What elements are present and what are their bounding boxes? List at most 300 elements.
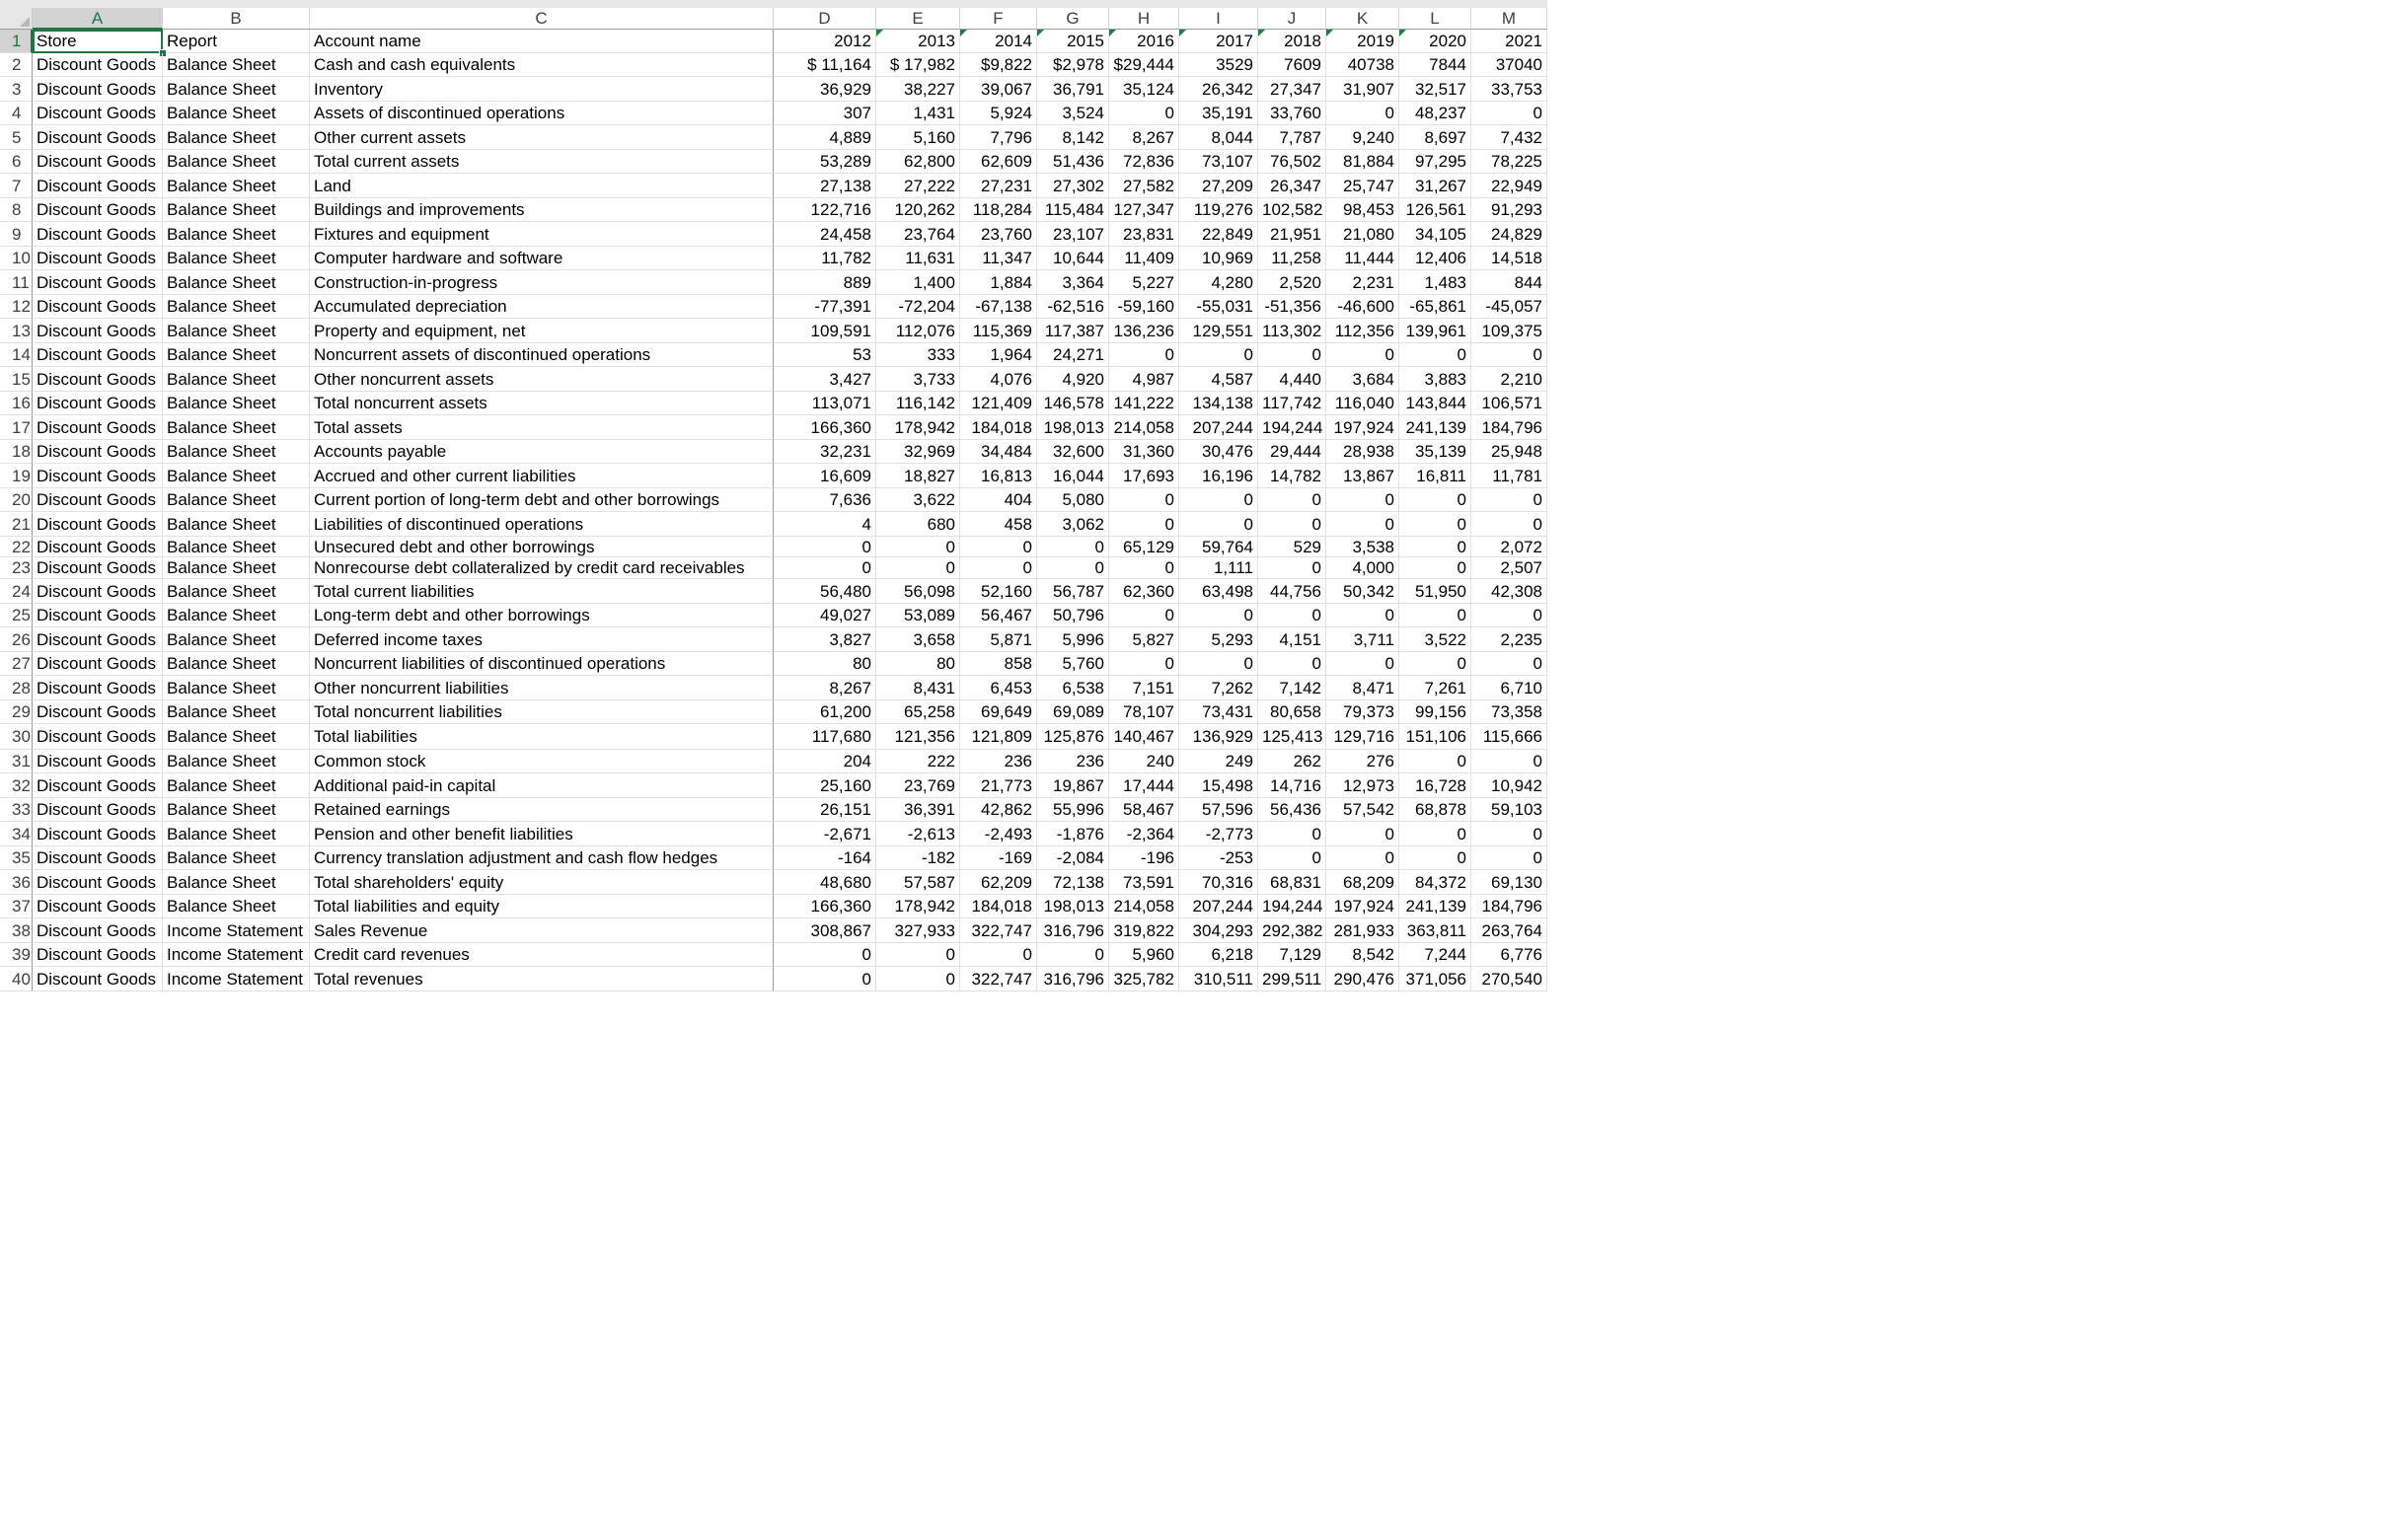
cell-g16[interactable]: 146,578 (1037, 392, 1109, 415)
cell-g33[interactable]: 55,996 (1037, 798, 1109, 822)
cell-h7[interactable]: 27,582 (1109, 174, 1179, 198)
cell-c32[interactable]: Additional paid-in capital (310, 773, 774, 798)
cell-a14[interactable]: Discount Goods (33, 343, 163, 367)
cell-e4[interactable]: 1,431 (876, 102, 960, 125)
row-header[interactable]: 16 (0, 392, 33, 415)
row-header[interactable]: 2 (0, 53, 33, 77)
cell-k22[interactable]: 3,538 (1326, 537, 1399, 557)
row-header[interactable]: 3 (0, 77, 33, 102)
cell-f3[interactable]: 39,067 (960, 77, 1037, 102)
cell-c29[interactable]: Total noncurrent liabilities (310, 700, 774, 724)
error-indicator-icon[interactable] (1037, 30, 1044, 37)
cell-c25[interactable]: Long-term debt and other borrowings (310, 604, 774, 627)
cell-i1[interactable]: 2017 (1179, 30, 1258, 53)
cell-g13[interactable]: 117,387 (1037, 319, 1109, 343)
cell-b5[interactable]: Balance Sheet (163, 125, 310, 150)
cell-c34[interactable]: Pension and other benefit liabilities (310, 822, 774, 846)
cell-f7[interactable]: 27,231 (960, 174, 1037, 198)
cell-j3[interactable]: 27,347 (1258, 77, 1326, 102)
cell-l15[interactable]: 3,883 (1399, 367, 1471, 392)
cell-d21[interactable]: 4 (774, 512, 876, 537)
cell-a11[interactable]: Discount Goods (33, 270, 163, 295)
cell-g18[interactable]: 32,600 (1037, 440, 1109, 464)
cell-h13[interactable]: 136,236 (1109, 319, 1179, 343)
cell-c19[interactable]: Accrued and other current liabilities (310, 464, 774, 488)
cell-d39[interactable]: 0 (774, 943, 876, 967)
cell-i11[interactable]: 4,280 (1179, 270, 1258, 295)
cell-l29[interactable]: 99,156 (1399, 700, 1471, 724)
cell-a31[interactable]: Discount Goods (33, 750, 163, 773)
cell-m9[interactable]: 24,829 (1471, 222, 1547, 247)
cell-m37[interactable]: 184,796 (1471, 895, 1547, 918)
cell-a38[interactable]: Discount Goods (33, 918, 163, 943)
cell-d38[interactable]: 308,867 (774, 918, 876, 943)
cell-i12[interactable]: -55,031 (1179, 295, 1258, 319)
cell-d10[interactable]: 11,782 (774, 247, 876, 270)
cell-b31[interactable]: Balance Sheet (163, 750, 310, 773)
cell-i8[interactable]: 119,276 (1179, 198, 1258, 222)
cell-m2[interactable]: 37040 (1471, 53, 1547, 77)
cell-d20[interactable]: 7,636 (774, 488, 876, 512)
cell-h3[interactable]: 35,124 (1109, 77, 1179, 102)
cell-k28[interactable]: 8,471 (1326, 676, 1399, 700)
cell-m30[interactable]: 115,666 (1471, 724, 1547, 750)
cell-e27[interactable]: 80 (876, 652, 960, 676)
cell-a9[interactable]: Discount Goods (33, 222, 163, 247)
cell-g29[interactable]: 69,089 (1037, 700, 1109, 724)
cell-g31[interactable]: 236 (1037, 750, 1109, 773)
cell-j39[interactable]: 7,129 (1258, 943, 1326, 967)
cell-e18[interactable]: 32,969 (876, 440, 960, 464)
cell-a26[interactable]: Discount Goods (33, 627, 163, 652)
error-indicator-icon[interactable] (1399, 30, 1406, 37)
cell-d7[interactable]: 27,138 (774, 174, 876, 198)
cell-l37[interactable]: 241,139 (1399, 895, 1471, 918)
cell-i5[interactable]: 8,044 (1179, 125, 1258, 150)
cell-f30[interactable]: 121,809 (960, 724, 1037, 750)
cell-f35[interactable]: -169 (960, 846, 1037, 870)
cell-e34[interactable]: -2,613 (876, 822, 960, 846)
cell-h29[interactable]: 78,107 (1109, 700, 1179, 724)
cell-h26[interactable]: 5,827 (1109, 627, 1179, 652)
cell-f32[interactable]: 21,773 (960, 773, 1037, 798)
cell-e29[interactable]: 65,258 (876, 700, 960, 724)
cell-j21[interactable]: 0 (1258, 512, 1326, 537)
row-header[interactable]: 29 (0, 700, 33, 724)
cell-g4[interactable]: 3,524 (1037, 102, 1109, 125)
cell-f25[interactable]: 56,467 (960, 604, 1037, 627)
cell-j34[interactable]: 0 (1258, 822, 1326, 846)
cell-l24[interactable]: 51,950 (1399, 579, 1471, 604)
cell-i24[interactable]: 63,498 (1179, 579, 1258, 604)
cell-j32[interactable]: 14,716 (1258, 773, 1326, 798)
error-indicator-icon[interactable] (1326, 30, 1333, 37)
row-header[interactable]: 15 (0, 367, 33, 392)
cell-a19[interactable]: Discount Goods (33, 464, 163, 488)
cell-g26[interactable]: 5,996 (1037, 627, 1109, 652)
cell-h24[interactable]: 62,360 (1109, 579, 1179, 604)
cell-g8[interactable]: 115,484 (1037, 198, 1109, 222)
cell-e6[interactable]: 62,800 (876, 150, 960, 174)
cell-f33[interactable]: 42,862 (960, 798, 1037, 822)
cell-k10[interactable]: 11,444 (1326, 247, 1399, 270)
cell-a23[interactable]: Discount Goods (33, 557, 163, 579)
cell-e22[interactable]: 0 (876, 537, 960, 557)
cell-e36[interactable]: 57,587 (876, 870, 960, 895)
cell-d4[interactable]: 307 (774, 102, 876, 125)
cell-j10[interactable]: 11,258 (1258, 247, 1326, 270)
cell-c13[interactable]: Property and equipment, net (310, 319, 774, 343)
cell-k13[interactable]: 112,356 (1326, 319, 1399, 343)
cell-g15[interactable]: 4,920 (1037, 367, 1109, 392)
cell-m16[interactable]: 106,571 (1471, 392, 1547, 415)
cell-m7[interactable]: 22,949 (1471, 174, 1547, 198)
cell-d31[interactable]: 204 (774, 750, 876, 773)
row-header[interactable]: 37 (0, 895, 33, 918)
cell-m31[interactable]: 0 (1471, 750, 1547, 773)
row-header[interactable]: 12 (0, 295, 33, 319)
cell-j26[interactable]: 4,151 (1258, 627, 1326, 652)
cell-c10[interactable]: Computer hardware and software (310, 247, 774, 270)
cell-l34[interactable]: 0 (1399, 822, 1471, 846)
cell-k24[interactable]: 50,342 (1326, 579, 1399, 604)
cell-a15[interactable]: Discount Goods (33, 367, 163, 392)
cell-l21[interactable]: 0 (1399, 512, 1471, 537)
cell-l14[interactable]: 0 (1399, 343, 1471, 367)
cell-c24[interactable]: Total current liabilities (310, 579, 774, 604)
cell-h40[interactable]: 325,782 (1109, 967, 1179, 991)
cell-h19[interactable]: 17,693 (1109, 464, 1179, 488)
cell-b36[interactable]: Balance Sheet (163, 870, 310, 895)
cell-d27[interactable]: 80 (774, 652, 876, 676)
cell-k27[interactable]: 0 (1326, 652, 1399, 676)
cell-b4[interactable]: Balance Sheet (163, 102, 310, 125)
column-header-j[interactable]: J (1258, 8, 1326, 30)
cell-b9[interactable]: Balance Sheet (163, 222, 310, 247)
cell-i33[interactable]: 57,596 (1179, 798, 1258, 822)
cell-k12[interactable]: -46,600 (1326, 295, 1399, 319)
cell-h18[interactable]: 31,360 (1109, 440, 1179, 464)
row-header[interactable]: 19 (0, 464, 33, 488)
cell-h20[interactable]: 0 (1109, 488, 1179, 512)
cell-e5[interactable]: 5,160 (876, 125, 960, 150)
cell-c12[interactable]: Accumulated depreciation (310, 295, 774, 319)
cell-g6[interactable]: 51,436 (1037, 150, 1109, 174)
cell-h27[interactable]: 0 (1109, 652, 1179, 676)
cell-h25[interactable]: 0 (1109, 604, 1179, 627)
cell-e9[interactable]: 23,764 (876, 222, 960, 247)
cell-f2[interactable]: $9,822 (960, 53, 1037, 77)
cell-j22[interactable]: 529 (1258, 537, 1326, 557)
cell-k6[interactable]: 81,884 (1326, 150, 1399, 174)
cell-j11[interactable]: 2,520 (1258, 270, 1326, 295)
cell-i28[interactable]: 7,262 (1179, 676, 1258, 700)
cell-i40[interactable]: 310,511 (1179, 967, 1258, 991)
cell-h16[interactable]: 141,222 (1109, 392, 1179, 415)
cell-c7[interactable]: Land (310, 174, 774, 198)
cell-e20[interactable]: 3,622 (876, 488, 960, 512)
cell-a40[interactable]: Discount Goods (33, 967, 163, 991)
cell-f28[interactable]: 6,453 (960, 676, 1037, 700)
cell-h23[interactable]: 0 (1109, 557, 1179, 579)
cell-b28[interactable]: Balance Sheet (163, 676, 310, 700)
cell-i10[interactable]: 10,969 (1179, 247, 1258, 270)
cell-e1[interactable]: 2013 (876, 30, 960, 53)
cell-e37[interactable]: 178,942 (876, 895, 960, 918)
cell-i19[interactable]: 16,196 (1179, 464, 1258, 488)
cell-c14[interactable]: Noncurrent assets of discontinued operations (310, 343, 774, 367)
cell-d22[interactable]: 0 (774, 537, 876, 557)
cell-c38[interactable]: Sales Revenue (310, 918, 774, 943)
cell-f19[interactable]: 16,813 (960, 464, 1037, 488)
cell-k39[interactable]: 8,542 (1326, 943, 1399, 967)
cell-k2[interactable]: 40738 (1326, 53, 1399, 77)
row-header[interactable]: 40 (0, 967, 33, 991)
cell-f18[interactable]: 34,484 (960, 440, 1037, 464)
cell-g40[interactable]: 316,796 (1037, 967, 1109, 991)
cell-k9[interactable]: 21,080 (1326, 222, 1399, 247)
cell-i37[interactable]: 207,244 (1179, 895, 1258, 918)
cell-l18[interactable]: 35,139 (1399, 440, 1471, 464)
cell-h39[interactable]: 5,960 (1109, 943, 1179, 967)
cell-a7[interactable]: Discount Goods (33, 174, 163, 198)
cell-i16[interactable]: 134,138 (1179, 392, 1258, 415)
cell-b24[interactable]: Balance Sheet (163, 579, 310, 604)
cell-h14[interactable]: 0 (1109, 343, 1179, 367)
cell-f9[interactable]: 23,760 (960, 222, 1037, 247)
cell-d16[interactable]: 113,071 (774, 392, 876, 415)
cell-d8[interactable]: 122,716 (774, 198, 876, 222)
cell-d5[interactable]: 4,889 (774, 125, 876, 150)
cell-b33[interactable]: Balance Sheet (163, 798, 310, 822)
cell-l10[interactable]: 12,406 (1399, 247, 1471, 270)
cell-b39[interactable]: Income Statement (163, 943, 310, 967)
cell-a22[interactable]: Discount Goods (33, 537, 163, 557)
row-header[interactable]: 7 (0, 174, 33, 198)
row-header[interactable]: 22 (0, 537, 33, 557)
cell-l19[interactable]: 16,811 (1399, 464, 1471, 488)
cell-a2[interactable]: Discount Goods (33, 53, 163, 77)
cell-c35[interactable]: Currency translation adjustment and cash flow hedges (310, 846, 774, 870)
cell-a5[interactable]: Discount Goods (33, 125, 163, 150)
cell-j28[interactable]: 7,142 (1258, 676, 1326, 700)
cell-m29[interactable]: 73,358 (1471, 700, 1547, 724)
cell-g9[interactable]: 23,107 (1037, 222, 1109, 247)
column-header-i[interactable]: I (1179, 8, 1258, 30)
cell-e31[interactable]: 222 (876, 750, 960, 773)
cell-m21[interactable]: 0 (1471, 512, 1547, 537)
row-header[interactable]: 26 (0, 627, 33, 652)
cell-a33[interactable]: Discount Goods (33, 798, 163, 822)
cell-f31[interactable]: 236 (960, 750, 1037, 773)
cell-b15[interactable]: Balance Sheet (163, 367, 310, 392)
cell-j30[interactable]: 125,413 (1258, 724, 1326, 750)
column-header-g[interactable]: G (1037, 8, 1109, 30)
cell-k18[interactable]: 28,938 (1326, 440, 1399, 464)
select-all-corner[interactable] (0, 8, 33, 30)
cell-c1[interactable]: Account name (310, 30, 774, 53)
row-header[interactable]: 8 (0, 198, 33, 222)
cell-f40[interactable]: 322,747 (960, 967, 1037, 991)
cell-b10[interactable]: Balance Sheet (163, 247, 310, 270)
cell-m24[interactable]: 42,308 (1471, 579, 1547, 604)
cell-d36[interactable]: 48,680 (774, 870, 876, 895)
cell-i23[interactable]: 1,111 (1179, 557, 1258, 579)
cell-j35[interactable]: 0 (1258, 846, 1326, 870)
cell-m26[interactable]: 2,235 (1471, 627, 1547, 652)
row-header[interactable]: 30 (0, 724, 33, 750)
cell-c22[interactable]: Unsecured debt and other borrowings (310, 537, 774, 557)
cell-g27[interactable]: 5,760 (1037, 652, 1109, 676)
cell-b22[interactable]: Balance Sheet (163, 537, 310, 557)
column-header-b[interactable]: B (163, 8, 310, 30)
row-header[interactable]: 1 (0, 30, 33, 53)
cell-a24[interactable]: Discount Goods (33, 579, 163, 604)
cell-m25[interactable]: 0 (1471, 604, 1547, 627)
cell-l23[interactable]: 0 (1399, 557, 1471, 579)
cell-k16[interactable]: 116,040 (1326, 392, 1399, 415)
row-header[interactable]: 28 (0, 676, 33, 700)
cell-m4[interactable]: 0 (1471, 102, 1547, 125)
cell-i17[interactable]: 207,244 (1179, 415, 1258, 440)
cell-m28[interactable]: 6,710 (1471, 676, 1547, 700)
cell-e17[interactable]: 178,942 (876, 415, 960, 440)
cell-d35[interactable]: -164 (774, 846, 876, 870)
cell-h33[interactable]: 58,467 (1109, 798, 1179, 822)
cell-e16[interactable]: 116,142 (876, 392, 960, 415)
cell-i13[interactable]: 129,551 (1179, 319, 1258, 343)
cell-j9[interactable]: 21,951 (1258, 222, 1326, 247)
cell-a28[interactable]: Discount Goods (33, 676, 163, 700)
cell-j23[interactable]: 0 (1258, 557, 1326, 579)
cell-e38[interactable]: 327,933 (876, 918, 960, 943)
cell-i32[interactable]: 15,498 (1179, 773, 1258, 798)
cell-j5[interactable]: 7,787 (1258, 125, 1326, 150)
row-header[interactable]: 32 (0, 773, 33, 798)
cell-l28[interactable]: 7,261 (1399, 676, 1471, 700)
cell-h4[interactable]: 0 (1109, 102, 1179, 125)
cell-i18[interactable]: 30,476 (1179, 440, 1258, 464)
row-header[interactable]: 20 (0, 488, 33, 512)
cell-b29[interactable]: Balance Sheet (163, 700, 310, 724)
cell-b21[interactable]: Balance Sheet (163, 512, 310, 537)
cell-c33[interactable]: Retained earnings (310, 798, 774, 822)
cell-l39[interactable]: 7,244 (1399, 943, 1471, 967)
cell-h2[interactable]: $29,444 (1109, 53, 1179, 77)
row-header[interactable]: 18 (0, 440, 33, 464)
cell-b13[interactable]: Balance Sheet (163, 319, 310, 343)
column-header-a[interactable]: A (33, 8, 163, 30)
cell-a36[interactable]: Discount Goods (33, 870, 163, 895)
cell-l1[interactable]: 2020 (1399, 30, 1471, 53)
cell-f21[interactable]: 458 (960, 512, 1037, 537)
cell-j2[interactable]: 7609 (1258, 53, 1326, 77)
cell-c39[interactable]: Credit card revenues (310, 943, 774, 967)
cell-a32[interactable]: Discount Goods (33, 773, 163, 798)
cell-g37[interactable]: 198,013 (1037, 895, 1109, 918)
cell-i6[interactable]: 73,107 (1179, 150, 1258, 174)
cell-b30[interactable]: Balance Sheet (163, 724, 310, 750)
cell-g25[interactable]: 50,796 (1037, 604, 1109, 627)
cell-i4[interactable]: 35,191 (1179, 102, 1258, 125)
cell-a1[interactable]: Store (33, 30, 163, 53)
cell-e7[interactable]: 27,222 (876, 174, 960, 198)
cell-c20[interactable]: Current portion of long-term debt and other borrowings (310, 488, 774, 512)
cell-m6[interactable]: 78,225 (1471, 150, 1547, 174)
cell-f37[interactable]: 184,018 (960, 895, 1037, 918)
cell-c16[interactable]: Total noncurrent assets (310, 392, 774, 415)
cell-d14[interactable]: 53 (774, 343, 876, 367)
cell-h28[interactable]: 7,151 (1109, 676, 1179, 700)
column-header-c[interactable]: C (310, 8, 774, 30)
cell-h15[interactable]: 4,987 (1109, 367, 1179, 392)
cell-b20[interactable]: Balance Sheet (163, 488, 310, 512)
cell-a29[interactable]: Discount Goods (33, 700, 163, 724)
cell-c21[interactable]: Liabilities of discontinued operations (310, 512, 774, 537)
cell-j33[interactable]: 56,436 (1258, 798, 1326, 822)
cell-m15[interactable]: 2,210 (1471, 367, 1547, 392)
cell-g32[interactable]: 19,867 (1037, 773, 1109, 798)
cell-i3[interactable]: 26,342 (1179, 77, 1258, 102)
cell-f29[interactable]: 69,649 (960, 700, 1037, 724)
error-indicator-icon[interactable] (960, 30, 967, 37)
cell-g10[interactable]: 10,644 (1037, 247, 1109, 270)
cell-b2[interactable]: Balance Sheet (163, 53, 310, 77)
cell-l31[interactable]: 0 (1399, 750, 1471, 773)
cell-f15[interactable]: 4,076 (960, 367, 1037, 392)
cell-e40[interactable]: 0 (876, 967, 960, 991)
row-header[interactable]: 23 (0, 557, 33, 579)
cell-g24[interactable]: 56,787 (1037, 579, 1109, 604)
cell-f34[interactable]: -2,493 (960, 822, 1037, 846)
cell-h17[interactable]: 214,058 (1109, 415, 1179, 440)
cell-e30[interactable]: 121,356 (876, 724, 960, 750)
cell-b26[interactable]: Balance Sheet (163, 627, 310, 652)
cell-c15[interactable]: Other noncurrent assets (310, 367, 774, 392)
cell-g2[interactable]: $2,978 (1037, 53, 1109, 77)
cell-f23[interactable]: 0 (960, 557, 1037, 579)
error-indicator-icon[interactable] (1258, 30, 1265, 37)
cell-a18[interactable]: Discount Goods (33, 440, 163, 464)
cell-l7[interactable]: 31,267 (1399, 174, 1471, 198)
cell-k32[interactable]: 12,973 (1326, 773, 1399, 798)
cell-a20[interactable]: Discount Goods (33, 488, 163, 512)
cell-i9[interactable]: 22,849 (1179, 222, 1258, 247)
cell-l3[interactable]: 32,517 (1399, 77, 1471, 102)
cell-i30[interactable]: 136,929 (1179, 724, 1258, 750)
cell-c9[interactable]: Fixtures and equipment (310, 222, 774, 247)
cell-c36[interactable]: Total shareholders' equity (310, 870, 774, 895)
cell-m3[interactable]: 33,753 (1471, 77, 1547, 102)
cell-j37[interactable]: 194,244 (1258, 895, 1326, 918)
cell-f8[interactable]: 118,284 (960, 198, 1037, 222)
cell-f14[interactable]: 1,964 (960, 343, 1037, 367)
cell-d18[interactable]: 32,231 (774, 440, 876, 464)
cell-h35[interactable]: -196 (1109, 846, 1179, 870)
cell-d30[interactable]: 117,680 (774, 724, 876, 750)
cell-h5[interactable]: 8,267 (1109, 125, 1179, 150)
cell-h6[interactable]: 72,836 (1109, 150, 1179, 174)
cell-d3[interactable]: 36,929 (774, 77, 876, 102)
cell-k17[interactable]: 197,924 (1326, 415, 1399, 440)
cell-f27[interactable]: 858 (960, 652, 1037, 676)
cell-g39[interactable]: 0 (1037, 943, 1109, 967)
cell-a3[interactable]: Discount Goods (33, 77, 163, 102)
cell-c28[interactable]: Other noncurrent liabilities (310, 676, 774, 700)
column-header-l[interactable]: L (1399, 8, 1471, 30)
row-header[interactable]: 9 (0, 222, 33, 247)
cell-e19[interactable]: 18,827 (876, 464, 960, 488)
